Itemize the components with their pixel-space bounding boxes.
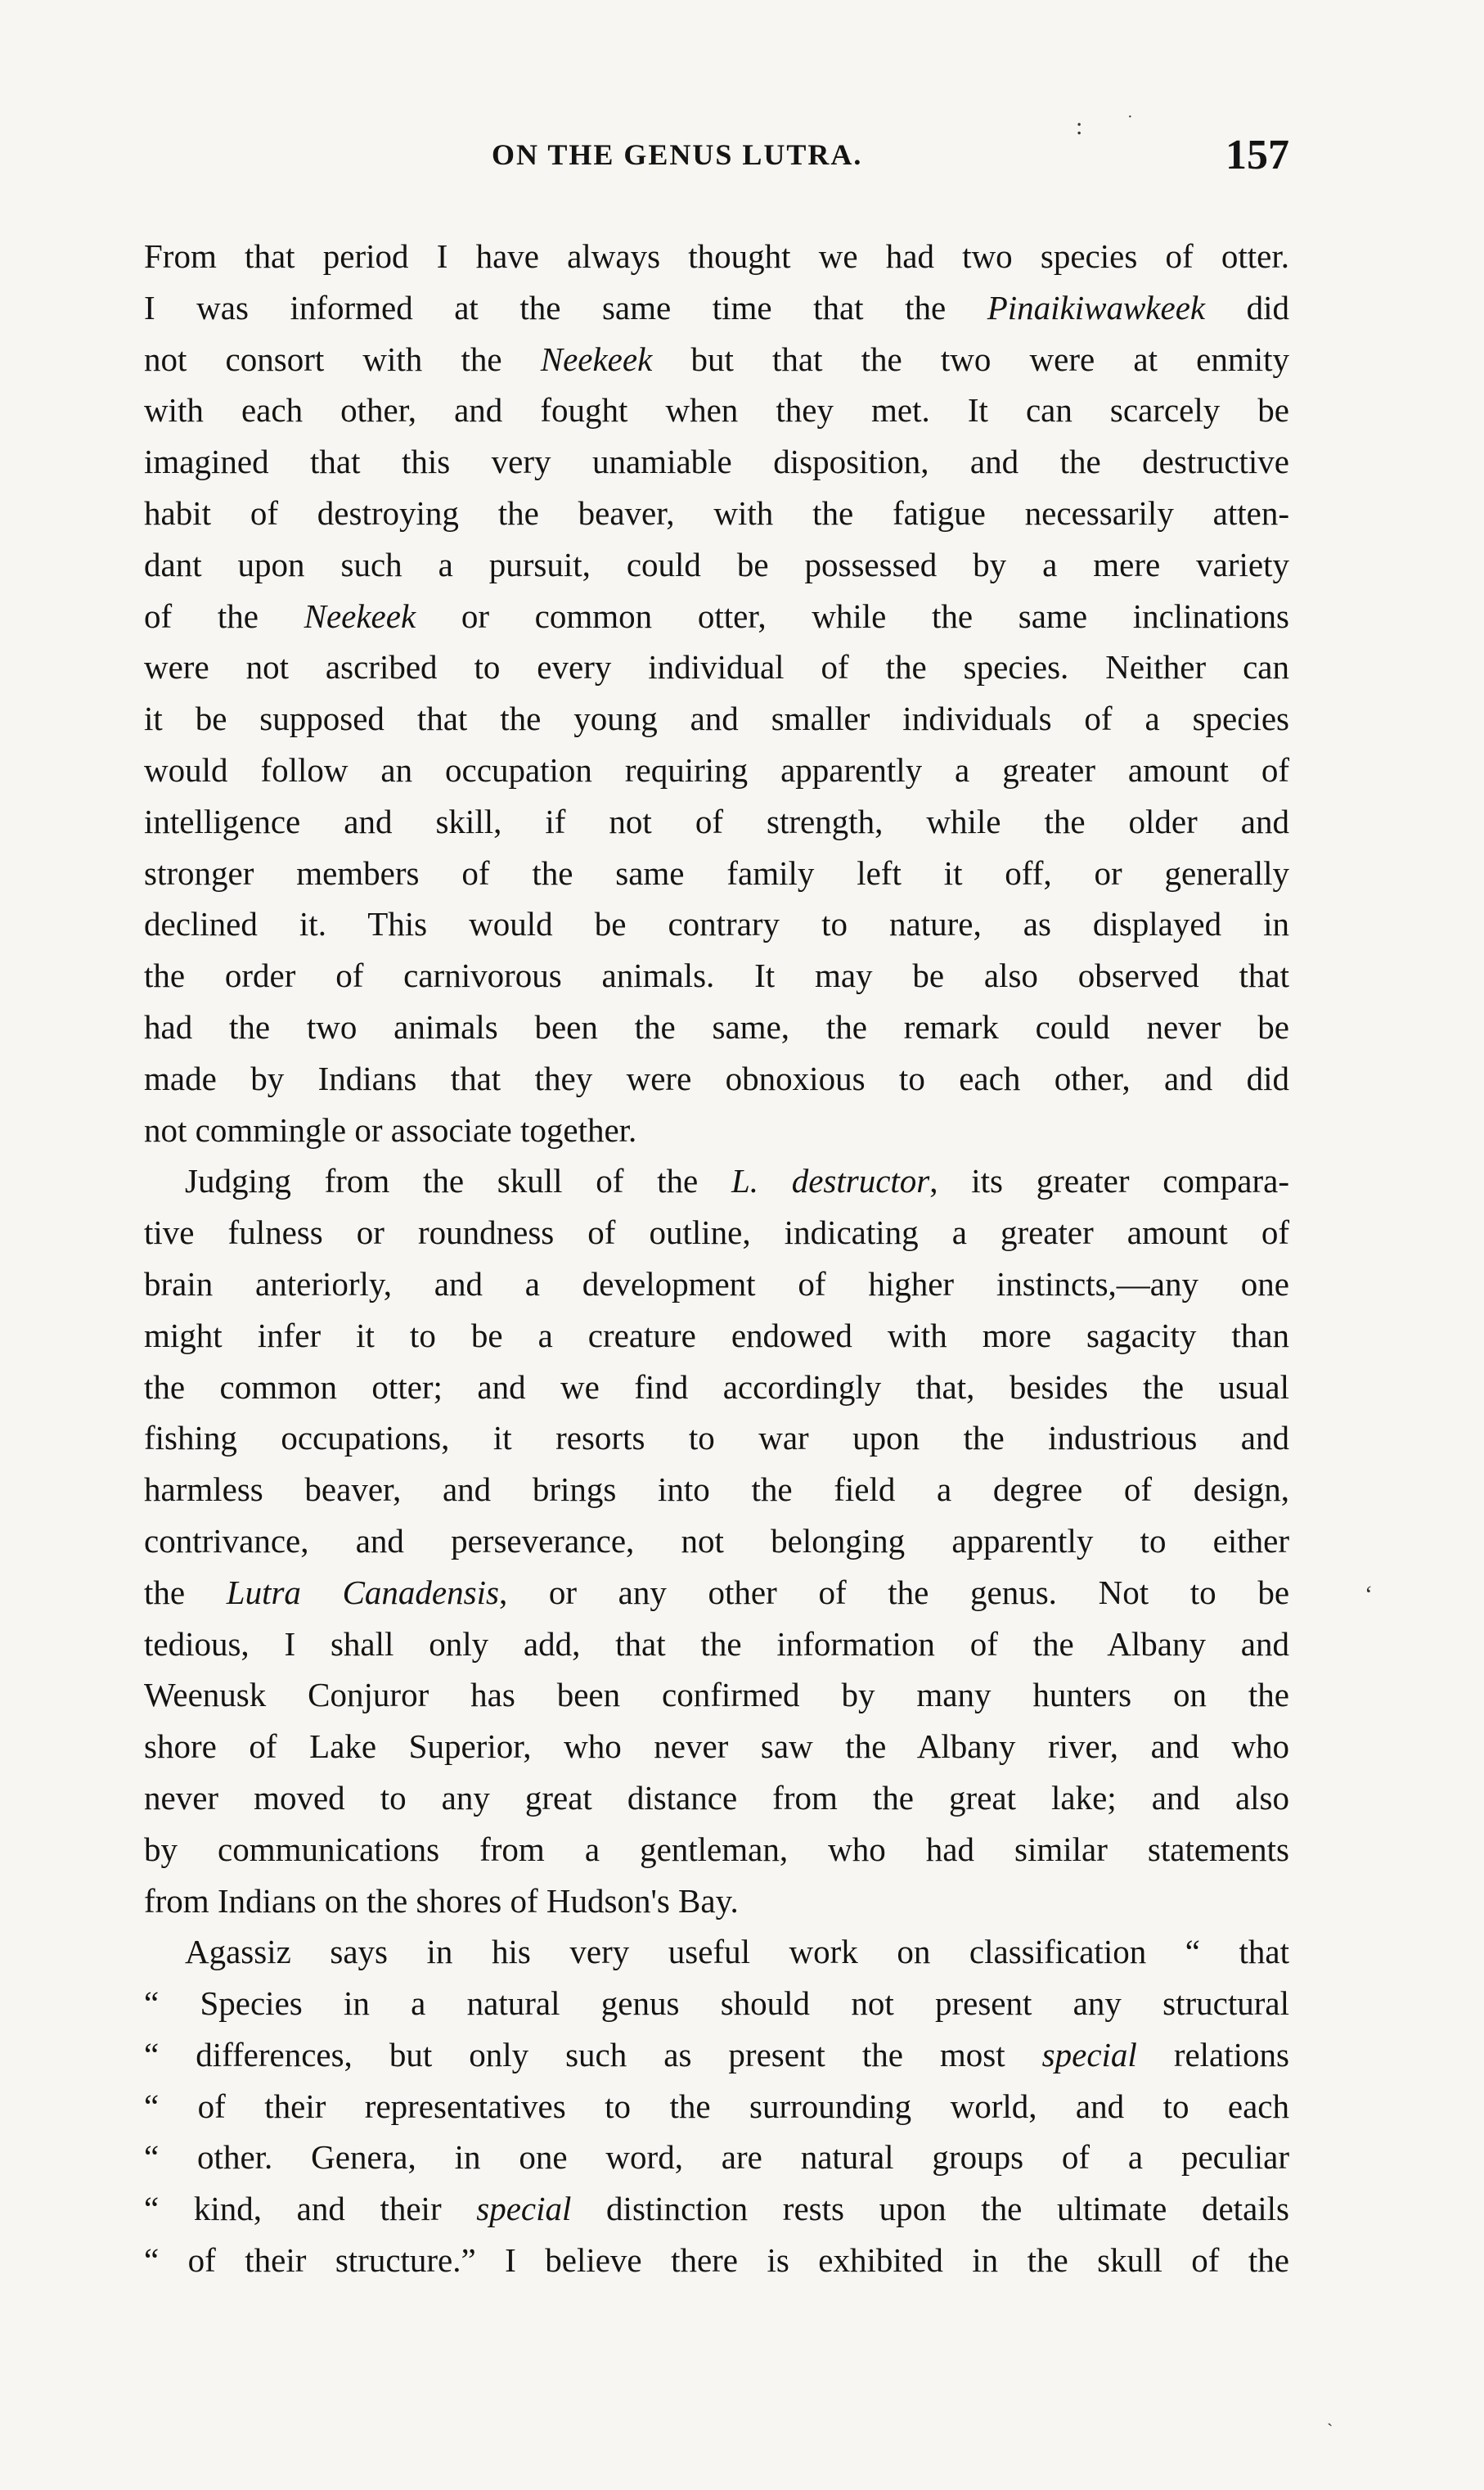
text-line: from Indians on the shores of Hudson's Bay.	[144, 1881, 739, 1920]
text-line: dant upon such a pursuit, could be possessed by a mere variety	[144, 545, 1289, 583]
text-line: with each other, and fought when they met. It can scarcely be	[144, 391, 1289, 430]
text-line: of the Neekeek or common otter, while the same inclinations	[144, 597, 1289, 635]
text-line: I was informed at the same time that the Pinaikiwawkeek did	[144, 288, 1289, 326]
stray-mark: ·	[1127, 108, 1133, 126]
text-line: “ other. Genera, in one word, are natural groups of a peculiar	[144, 2138, 1289, 2177]
text-line: From that period I have always thought we had two species of otter.	[144, 237, 1289, 275]
text-line: fishing occupations, it resorts to war upon the industrious and	[144, 1419, 1289, 1457]
text-line: declined it. This would be contrary to nature, as displayed in	[144, 905, 1289, 943]
text-line: the Lutra Canadensis, or any other of the genus. Not to be	[144, 1573, 1290, 1611]
running-head: ON THE GENUS LUTRA.	[492, 138, 863, 171]
text-line: “ kind, and their special distinction rests upon the ultimate details	[144, 2190, 1290, 2228]
text-line: Judging from the skull of the L. destructor, its greater compara-	[185, 1162, 1289, 1200]
page-header	[144, 132, 1289, 187]
text-line: not consort with the Neekeek but that the two were at enmity	[144, 340, 1290, 378]
text-line: never moved to any great distance from the great lake; and also	[144, 1778, 1289, 1817]
text-line: were not ascribed to every individual of the species. Neither can	[144, 648, 1289, 687]
text-line: tive fulness or roundness of outline, indicating a greater amount of	[144, 1213, 1289, 1252]
text-line: by communications from a gentleman, who had similar statements	[144, 1830, 1289, 1868]
text-line: harmless beaver, and brings into the field a degree of design,	[144, 1470, 1289, 1509]
text-line: contrivance, and perseverance, not belonging apparently to either	[144, 1521, 1289, 1560]
stray-mark: ʻ	[1365, 1581, 1373, 1608]
text-line: intelligence and skill, if not of strength, while the older and	[144, 802, 1289, 840]
text-line: would follow an occupation requiring apparently a greater amount of	[144, 750, 1289, 789]
text-line: “ of their representatives to the surrounding world, and to each	[144, 2087, 1289, 2125]
text-line: “ Species in a natural genus should not present any structural	[144, 1984, 1289, 2023]
text-line: “ of their structure.” I believe there is exhibited in the skull of the	[144, 2241, 1289, 2280]
text-line: tedious, I shall only add, that the information of the Albany and	[144, 1624, 1289, 1663]
stray-mark: :	[1076, 113, 1083, 140]
page-number: 157	[1225, 132, 1289, 178]
text-line: imagined that this very unamiable disposition, and the destructive	[144, 443, 1289, 481]
stray-mark: ˏ	[1327, 2406, 1333, 2426]
text-line: brain anteriorly, and a development of higher instincts,—any one	[144, 1264, 1289, 1303]
text-line: habit of destroying the beaver, with the fatigue necessarily atten-	[144, 493, 1289, 532]
text-line: it be supposed that the young and smaller individuals of a species	[144, 700, 1289, 738]
text-line: stronger members of the same family left it off, or generally	[144, 853, 1289, 892]
text-line: the order of carnivorous animals. It may be also observed that	[144, 957, 1289, 995]
body-text	[144, 231, 1289, 2286]
text-line: “ differences, but only such as present the most special relations	[144, 2035, 1289, 2073]
text-line: Weenusk Conjuror has been confirmed by many hunters on the	[144, 1676, 1289, 1714]
text-line: shore of Lake Superior, who never saw the Albany river, and who	[144, 1727, 1289, 1766]
text-line: made by Indians that they were obnoxious to each other, and did	[144, 1059, 1289, 1097]
text-line: might infer it to be a creature endowed with more sagacity than	[144, 1316, 1289, 1354]
text-line: Agassiz says in his very useful work on classification “ that	[185, 1933, 1289, 1971]
text-line: the common otter; and we find accordingly that, besides the usual	[144, 1367, 1289, 1406]
text-line: had the two animals been the same, the remark could never be	[144, 1007, 1289, 1046]
text-line: not commingle or associate together.	[144, 1110, 637, 1149]
